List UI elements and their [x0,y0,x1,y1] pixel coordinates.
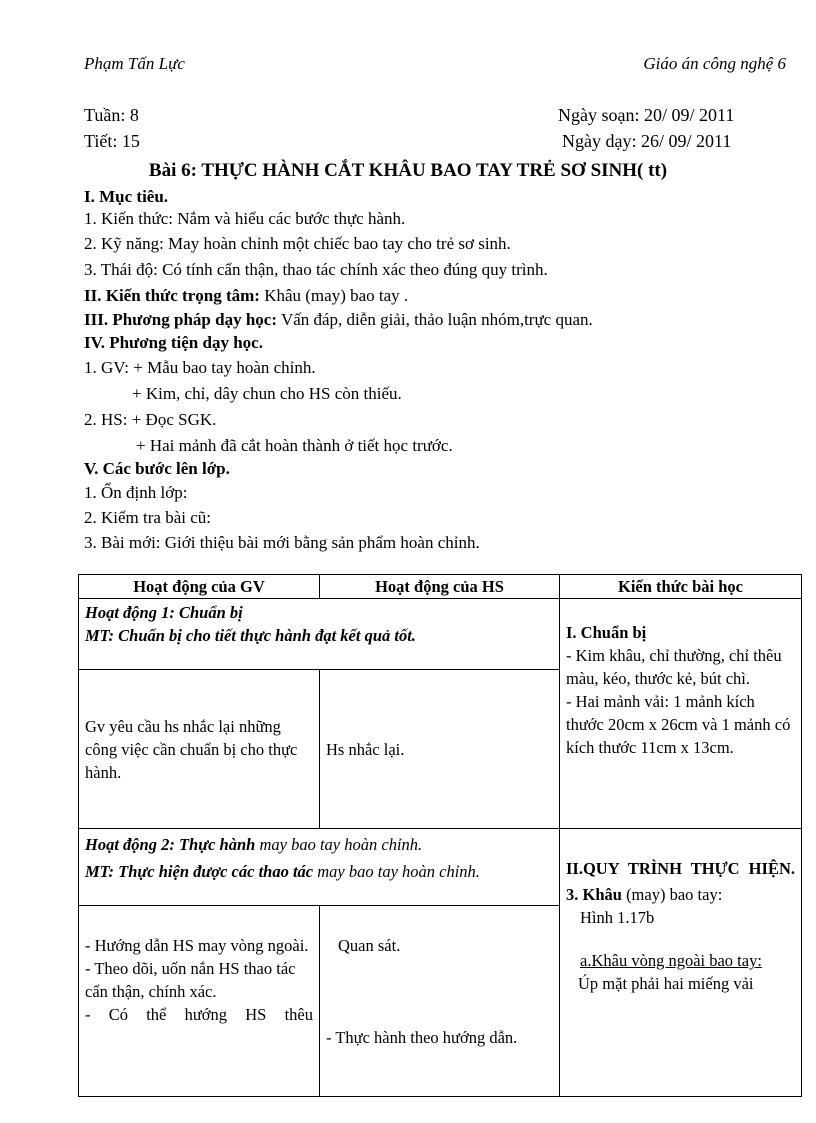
knowledge-2-heading: II.QUY TRÌNH THỰC HIỆN. [566,859,795,878]
activity-2-gv-2: - Theo dõi, uốn nắn HS thao tác cẩn thận, chính xác. [85,959,296,1001]
activity-2-gv-cell [79,906,320,1097]
knowledge-2-sub-label: Khâu [582,885,622,904]
objectives-heading: I. Mục tiêu. [84,187,169,206]
step-2: 2. Kiểm tra bài cũ: [84,508,211,527]
methods-text: Vấn đáp, diễn giải, thảo luận nhóm,trực quan. [277,310,593,329]
knowledge-2-sub-rest: (may) bao tay: [621,885,723,904]
means-heading: IV. Phương tiện dạy học. [84,333,263,352]
activity-1-goal: MT: Chuẩn bị cho tiết thực hành đạt kết quả tốt. [85,626,416,645]
activity-2-goal-bold: MT: Thực hiện được các thao tác [85,862,314,881]
header-hs: Hoạt động của HS [320,575,560,599]
table-header-row [79,575,802,599]
week-label: Tuần: 8 [84,105,139,125]
activity-2-knowledge-cell [560,829,802,1097]
knowledge-1-heading: I. Chuẩn bị [566,623,647,642]
activity-2-hs-1: Quan sát. [338,936,401,955]
knowledge-1-fabric: - Hai mảnh vải: 1 mảnh kích thước 20cm x 26cm và 1 mảnh có kích thước 11cm x 13cm. [566,692,791,757]
knowledge-2-step-a-text: Úp mặt phải hai miếng vải [578,974,754,993]
lesson-title: Bài 6: THỰC HÀNH CẮT KHÂU BAO TAY TRẺ SƠ SINH( tt) [148,160,668,181]
focus-label: II. Kiến thức trọng tâm: [84,286,260,305]
activity-2-hs-cell [320,906,560,1097]
activity-2-hs-2: - Thực hành theo hướng dẫn. [326,1028,518,1047]
steps-heading: V. Các bước lên lớp. [84,459,230,478]
header-gv: Hoạt động của GV [79,575,320,599]
activity-1-hs-text: Hs nhắc lại. [326,739,405,759]
prep-date: Ngày soạn: 20/ 09/ 2011 [558,105,735,125]
methods-label: III. Phương pháp dạy học: [84,310,277,329]
means-hs-1: 2. HS: + Đọc SGK. [84,410,217,429]
header-knowledge: Kiến thức bài học [560,575,802,599]
activity-2-gv-3: - Có thể hướng HS thêu [85,1005,313,1024]
objective-knowledge: 1. Kiến thức: Nắm và hiểu các bước thực hành. [84,209,406,228]
focus-text: Khâu (may) bao tay . [259,286,409,305]
activity-2-goal [85,860,553,883]
activity-1-hs-cell [320,670,560,829]
step-3: 3. Bài mới: Giới thiệu bài mới bằng sản phẩm hoàn chỉnh. [84,533,480,552]
activity-1-title-row [79,599,802,670]
means-gv-2: + Kim, chỉ, dây chun cho HS còn thiếu. [132,384,402,403]
lesson-plan-table [78,574,802,1097]
knowledge-2-step-a-label: a.Khâu vòng ngoài bao tay: [580,951,762,970]
activity-2-title-cell [79,829,560,906]
knowledge-2-sub [566,883,795,906]
knowledge-2-figure: Hình 1.17b [580,908,655,927]
activity-2-goal-rest: may bao tay hoàn chỉnh. [313,862,480,881]
step-1: 1. Ổn định lớp: [84,483,188,502]
subject-name: Giáo án công nghệ 6 [643,54,786,73]
author-name: Phạm Tấn Lực [84,54,185,73]
activity-1-title: Hoạt động 1: Chuẩn bị [85,603,243,622]
objective-attitude: 3. Thái độ: Có tính cẩn thận, thao tác chính xác theo đúng quy trình. [84,260,548,279]
activity-2-title-bold: Hoạt động 2: Thực hành [85,835,256,854]
activity-1-gv-text: Gv yêu cầu hs nhắc lại những công việc cần chuẩn bị cho thực hành. [85,716,298,782]
activity-2-title-row [79,829,802,906]
teach-date: Ngày dạy: 26/ 09/ 2011 [562,131,732,151]
methods-line [84,310,593,330]
activity-2-gv-1: - Hướng dẫn HS may vòng ngoài. [85,936,309,955]
focus-line [84,286,408,306]
means-hs-2: + Hai mảnh đã cắt hoàn thành ở tiết học trước. [136,436,453,455]
knowledge-1-tools: - Kim khâu, chỉ thường, chỉ thêu màu, kéo, thước kẻ, bút chì. [566,646,782,688]
period-label: Tiết: 15 [84,131,140,151]
activity-2-title [85,833,553,856]
knowledge-2-step-a [566,949,795,972]
activity-1-knowledge-cell [560,599,802,829]
activity-1-gv-cell [79,670,320,829]
activity-1-title-cell [79,599,560,670]
activity-2-title-rest: may bao tay hoàn chỉnh. [255,835,423,854]
means-gv-1: 1. GV: + Mẫu bao tay hoàn chỉnh. [84,358,316,377]
objective-skill: 2. Kỹ năng: May hoàn chỉnh một chiếc bao tay cho trẻ sơ sinh. [84,234,511,253]
knowledge-2-sub-num: 3. [566,885,583,904]
